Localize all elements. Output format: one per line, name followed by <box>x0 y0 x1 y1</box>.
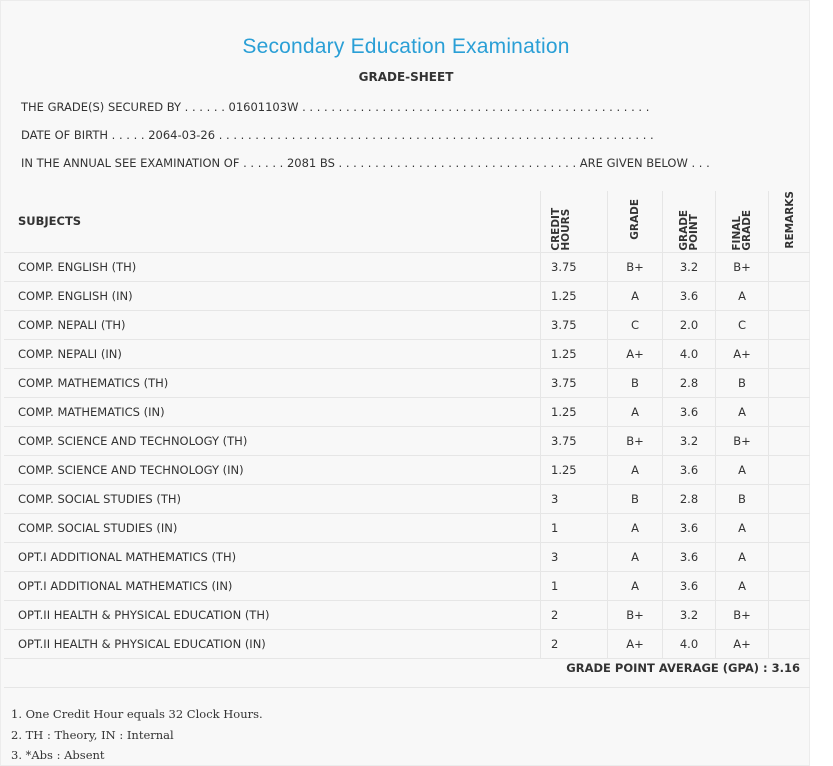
grade-point-cell: 3.6 <box>663 455 716 484</box>
credit-hours-cell: 2 <box>541 600 608 629</box>
table-row <box>4 252 810 281</box>
gpa-value: GRADE POINT AVERAGE (GPA) : 3.16 <box>566 661 800 675</box>
grade-cell: B <box>608 484 663 513</box>
table-row <box>4 513 810 542</box>
credit-hours-cell: 1.25 <box>541 339 608 368</box>
credit-hours-cell: 1.25 <box>541 397 608 426</box>
remarks-cell <box>769 600 811 629</box>
subject-cell: OPT.II HEALTH & PHYSICAL EDUCATION (IN) <box>4 629 541 658</box>
header-subjects <box>4 191 541 252</box>
grade-point-cell: 4.0 <box>663 339 716 368</box>
grade-point-cell: 3.6 <box>663 513 716 542</box>
header-grade <box>608 191 663 252</box>
grade-cell: A <box>608 513 663 542</box>
grade-cell: B+ <box>608 426 663 455</box>
grades-table-body <box>4 252 810 658</box>
table-header-row <box>4 191 810 252</box>
credit-hours-cell: 3.75 <box>541 252 608 281</box>
final-grade-cell: B <box>716 484 769 513</box>
remarks-cell <box>769 455 811 484</box>
final-grade-cell: A <box>716 397 769 426</box>
grade-point-cell: 3.2 <box>663 600 716 629</box>
grade-point-cell: 3.6 <box>663 571 716 600</box>
grade-cell: B+ <box>608 600 663 629</box>
subject-cell: COMP. NEPALI (IN) <box>4 339 541 368</box>
remarks-cell <box>769 368 811 397</box>
subject-cell: OPT.II HEALTH & PHYSICAL EDUCATION (TH) <box>4 600 541 629</box>
table-row <box>4 310 810 339</box>
subject-cell: COMP. ENGLISH (TH) <box>4 252 541 281</box>
subject-cell: OPT.I ADDITIONAL MATHEMATICS (TH) <box>4 542 541 571</box>
final-grade-cell: A <box>716 542 769 571</box>
credit-hours-cell: 3.75 <box>541 368 608 397</box>
final-grade-cell: B+ <box>716 426 769 455</box>
grade-point-cell: 2.8 <box>663 368 716 397</box>
table-row <box>4 571 810 600</box>
header-subjects-label: SUBJECTS <box>18 214 82 229</box>
credit-hours-cell: 1.25 <box>541 281 608 310</box>
remarks-cell <box>769 513 811 542</box>
subject-cell: COMP. NEPALI (TH) <box>4 310 541 339</box>
grade-cell: A <box>608 281 663 310</box>
header-remarks-label: REMARKS <box>783 191 796 249</box>
grades-table <box>4 191 810 659</box>
subject-cell: COMP. SCIENCE AND TECHNOLOGY (IN) <box>4 455 541 484</box>
header-final-grade-label: FINAL GRADE <box>731 209 753 251</box>
subject-cell: OPT.I ADDITIONAL MATHEMATICS (IN) <box>4 571 541 600</box>
grade-point-cell: 3.2 <box>663 426 716 455</box>
remarks-cell <box>769 484 811 513</box>
grade-cell: B <box>608 368 663 397</box>
date-of-birth-line: DATE OF BIRTH . . . . . 2064-03-26 . . . . . . . . . . . . . . . . . . . . . . . . . . . . . . . . . . . . . . . . . . . . . . . . . . . . . . . . . . . . <box>21 128 654 142</box>
examination-line: IN THE ANNUAL SEE EXAMINATION OF . . . . . . 2081 BS . . . . . . . . . . . . . . . . . . . . . . . . . . . . . . . . . ARE GIVEN BELOW . . . <box>21 156 710 170</box>
student-symbol-line: THE GRADE(S) SECURED BY . . . . . . 01601103W . . . . . . . . . . . . . . . . . . . . . . . . . . . . . . . . . . . . . . . . . . . . . . . . <box>21 100 650 114</box>
final-grade-cell: A <box>716 571 769 600</box>
grade-cell: A+ <box>608 629 663 658</box>
remarks-cell <box>769 397 811 426</box>
header-final-grade <box>716 191 769 252</box>
grade-point-cell: 4.0 <box>663 629 716 658</box>
grade-point-cell: 3.2 <box>663 252 716 281</box>
grade-cell: A+ <box>608 339 663 368</box>
final-grade-cell: C <box>716 310 769 339</box>
table-row <box>4 339 810 368</box>
table-row <box>4 281 810 310</box>
final-grade-cell: A <box>716 281 769 310</box>
grade-cell: C <box>608 310 663 339</box>
grade-point-cell: 3.6 <box>663 281 716 310</box>
credit-hours-cell: 3.75 <box>541 310 608 339</box>
page-subtitle: GRADE-SHEET <box>358 70 454 84</box>
subject-cell: COMP. MATHEMATICS (TH) <box>4 368 541 397</box>
table-row <box>4 397 810 426</box>
credit-hours-cell: 3 <box>541 484 608 513</box>
table-row <box>4 368 810 397</box>
remarks-cell <box>769 426 811 455</box>
grade-cell: A <box>608 397 663 426</box>
header-grade-point <box>663 191 716 252</box>
grade-cell: A <box>608 455 663 484</box>
remarks-cell <box>769 310 811 339</box>
note-theory-internal: 2. TH : Theory, IN : Internal <box>11 728 174 742</box>
grade-point-cell: 3.6 <box>663 542 716 571</box>
header-credit-hours <box>541 191 608 252</box>
remarks-cell <box>769 571 811 600</box>
page-title: Secondary Education Examination <box>242 35 570 58</box>
credit-hours-cell: 1 <box>541 513 608 542</box>
table-row <box>4 484 810 513</box>
credit-hours-cell: 1.25 <box>541 455 608 484</box>
subject-cell: COMP. SOCIAL STUDIES (TH) <box>4 484 541 513</box>
table-row <box>4 426 810 455</box>
header-remarks <box>769 191 811 252</box>
note-credit-hour: 1. One Credit Hour equals 32 Clock Hours. <box>11 707 263 721</box>
note-absent: 3. *Abs : Absent <box>11 748 105 762</box>
remarks-cell <box>769 542 811 571</box>
header-grade-label: GRADE <box>629 199 641 241</box>
table-row <box>4 542 810 571</box>
credit-hours-cell: 3 <box>541 542 608 571</box>
grade-point-cell: 2.8 <box>663 484 716 513</box>
final-grade-cell: B+ <box>716 252 769 281</box>
credit-hours-cell: 1 <box>541 571 608 600</box>
table-row <box>4 455 810 484</box>
gpa-row <box>4 653 810 688</box>
subject-cell: COMP. SOCIAL STUDIES (IN) <box>4 513 541 542</box>
grade-point-cell: 2.0 <box>663 310 716 339</box>
header-credit-hours-label: CREDIT HOURS <box>550 207 572 251</box>
final-grade-cell: A+ <box>716 629 769 658</box>
subject-cell: COMP. ENGLISH (IN) <box>4 281 541 310</box>
credit-hours-cell: 3.75 <box>541 426 608 455</box>
credit-hours-cell: 2 <box>541 629 608 658</box>
grade-cell: A <box>608 542 663 571</box>
final-grade-cell: A+ <box>716 339 769 368</box>
subject-cell: COMP. MATHEMATICS (IN) <box>4 397 541 426</box>
final-grade-cell: B+ <box>716 600 769 629</box>
final-grade-cell: B <box>716 368 769 397</box>
final-grade-cell: A <box>716 513 769 542</box>
remarks-cell <box>769 281 811 310</box>
grade-cell: B+ <box>608 252 663 281</box>
remarks-cell <box>769 339 811 368</box>
subject-cell: COMP. SCIENCE AND TECHNOLOGY (TH) <box>4 426 541 455</box>
grade-point-cell: 3.6 <box>663 397 716 426</box>
remarks-cell <box>769 252 811 281</box>
header-grade-point-label: GRADE POINT <box>678 209 700 251</box>
table-row <box>4 600 810 629</box>
grade-cell: A <box>608 571 663 600</box>
final-grade-cell: A <box>716 455 769 484</box>
